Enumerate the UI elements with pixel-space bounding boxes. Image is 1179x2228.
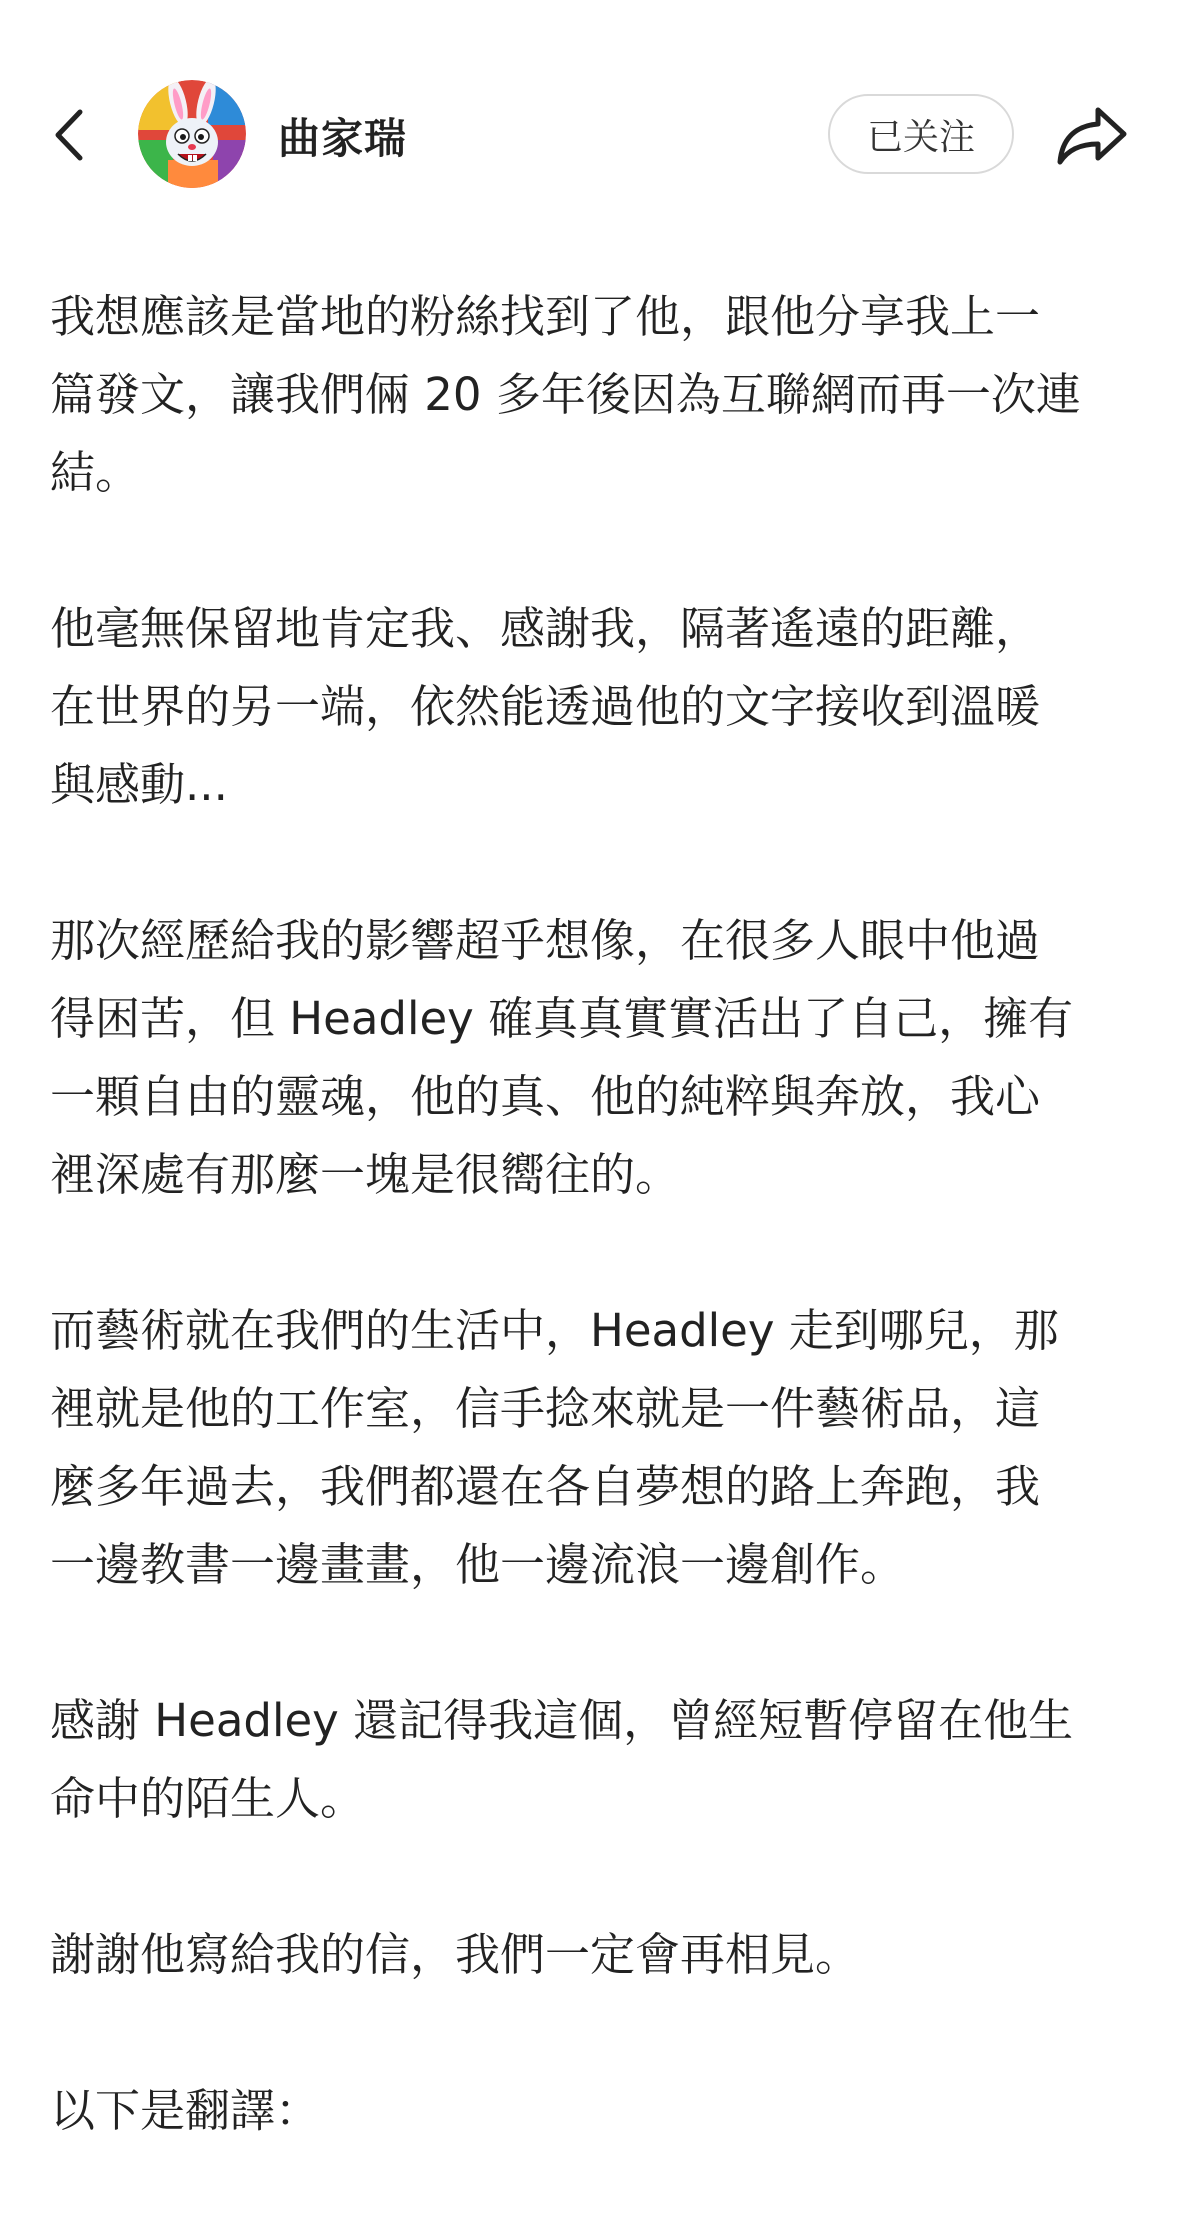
colorful-rabbit-avatar-icon xyxy=(138,80,246,188)
chevron-left-icon xyxy=(48,100,98,170)
share-button[interactable] xyxy=(1054,100,1130,170)
post-paragraph: 那次經歷給我的影響超乎想像，在很多人眼中他過 得困苦，但 Headley 確真真實實活出了自己，擁有 一顆自由的靈魂，他的真、他的純粹與奔放，我心 裡深處有那麼一塊是很嚮往的。 xyxy=(50,914,1074,1201)
post-paragraph: 以下是翻譯： xyxy=(50,2084,321,2137)
follow-button[interactable]: 已关注 xyxy=(828,94,1014,174)
post-paragraph: 我想應該是當地的粉絲找到了他，跟他分享我上一 篇發文，讓我們倆 20 多年後因為互聯網而再一次連 結。 xyxy=(50,290,1081,499)
back-button[interactable] xyxy=(48,100,98,170)
username[interactable]: 曲家瑞 xyxy=(278,114,408,163)
top-bar xyxy=(0,70,1179,200)
post-paragraph: 謝謝他寫給我的信，我們一定會再相見。 xyxy=(50,1928,861,1981)
avatar[interactable] xyxy=(138,80,246,188)
share-arrow-icon xyxy=(1054,100,1130,170)
post-paragraph: 而藝術就在我們的生活中，Headley 走到哪兒，那 裡就是他的工作室，信手捻來就是一件藝術品，這 麼多年過去，我們都還在各自夢想的路上奔跑，我 一邊教書一邊畫畫，他一邊流浪一邊創作。 xyxy=(50,1304,1059,1591)
post-body xyxy=(50,278,1130,2228)
post-paragraph: 感謝 Headley 還記得我這個，曾經短暫停留在他生 命中的陌生人。 xyxy=(50,1694,1074,1825)
post-paragraph: 他毫無保留地肯定我、感謝我，隔著遙遠的距離， 在世界的另一端，依然能透過他的文字接收到溫暖 與感動... xyxy=(50,602,1041,811)
